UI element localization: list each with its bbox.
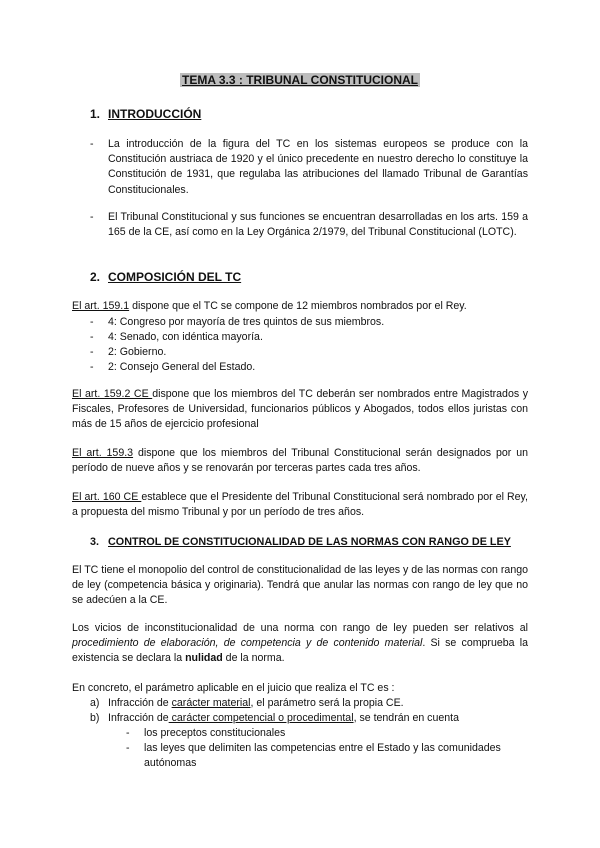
list-item: - 4: Congreso por mayoría de tres quintos de sus miembros. xyxy=(90,316,385,328)
sub-list-item: - las leyes que delimiten las competencias entre el Estado y las comunidades autónomas xyxy=(126,742,501,770)
section-2-heading: 2. COMPOSICIÓN DEL TC xyxy=(90,270,242,284)
control-paragraph-1: El TC tiene el monopolio del control de constitucionalidad de las leyes y de las normas con rango de ley (competencia básica y originaria). Tendrá que anular las normas con rango de ley que no se adecúen a la CE. xyxy=(72,564,528,607)
document-title: TEMA 3.3 : TRIBUNAL CONSTITUCIONAL xyxy=(182,73,418,87)
control-paragraph-3: En concreto, el parámetro aplicable en el juicio que realiza el TC es : xyxy=(72,682,395,694)
sub-list-item: - los preceptos constitucionales xyxy=(126,727,286,739)
art-160-paragraph: El art. 160 CE establece que el Presidente del Tribunal Constitucional será nombrado por el Rey, a propuesta del mismo Tribunal y por un período de tres años. xyxy=(72,491,528,519)
control-paragraph-2: Los vicios de inconstitucionalidad de una norma con rango de ley pueden ser relativos al procedimiento de elaboración, de competencia y de contenido material. Si se comprueba la existencia se declara la nulidad de la norma. xyxy=(72,622,528,665)
list-item: - 4: Senado, con idéntica mayoría. xyxy=(90,331,263,343)
list-item: - 2: Gobierno. xyxy=(90,346,167,358)
art-159-1-paragraph: El art. 159.1 dispone que el TC se compone de 12 miembros nombrados por el Rey. xyxy=(72,300,467,312)
list-item-b: b) Infracción de carácter competencial o procedimental, se tendrán en cuenta xyxy=(90,712,459,724)
section-3-heading: 3. CONTROL DE CONSTITUCIONALIDAD DE LAS NORMAS CON RANGO DE LEY xyxy=(90,536,511,548)
art-159-2-paragraph: El art. 159.2 CE dispone que los miembros del TC deberán ser nombrados entre Magistrados y Fiscales, Profesores de Universidad, funcionarios públicos y Abogados, todos ellos juristas con más de 15 años de ejercicio profesional xyxy=(72,388,528,431)
section-1-heading: 1. INTRODUCCIÓN xyxy=(90,107,202,121)
art-159-3-paragraph: El art. 159.3 dispone que los miembros del Tribunal Constitucional serán designados por un período de nueve años y se renovarán por terceras partes cada tres años. xyxy=(72,447,529,475)
list-item-a: a) Infracción de carácter material, el parámetro será la propia CE. xyxy=(90,697,404,709)
intro-bullet-2: - El Tribunal Constitucional y sus funciones se encuentran desarrolladas en los arts. 159 a 165 de la CE, así como en la Ley Orgánica 2/1979, del Tribunal Constitucional (LOTC). xyxy=(90,211,528,239)
list-item: - 2: Consejo General del Estado. xyxy=(90,361,256,373)
intro-bullet-1: - La introducción de la figura del TC en los sistemas europeos se produce con la Constitución austriaca de 1920 y el único precedente en nuestro derecho lo constituye la Constitución de 1931, que regulaba las atribuciones del llamado Tribunal de Garantías Constitucionales. xyxy=(90,138,528,196)
